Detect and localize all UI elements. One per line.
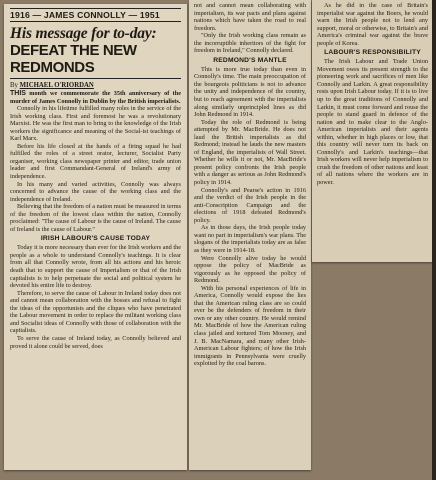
paragraph: Therefore, to serve the cause of Labour in Ireland today does not and cannot mean collaboration with the bosses and refusal to fight the ideas of the opportunists and the cliques who have penetrated the Labour movement in order to replace the militant working class and Socialist ideas of Connolly with those of collaboration with the capitalists. (10, 289, 181, 335)
anniversary-banner: 1916 — JAMES CONNOLLY — 1951 (10, 8, 181, 22)
paragraph: In his many and varied activities, Connolly was always concerned to advance the cause of the working class and the independence of Ireland. (10, 180, 181, 203)
paragraph: As he did in the case of Britain's imperialist war against the Boers, he would warn the Irish people not to lend any support, moral or otherwise, to Britain's and America's criminal war against the brave people of Korea. (317, 2, 428, 47)
kicker-headline: His message for to-day: (10, 25, 157, 42)
article-body-right (317, 2, 428, 187)
paragraph: With his personal experiences of life in America, Connolly would expose the lies that the American ruling class are so could ever be the defenders of freedom in their own or any other country. He would remind Mr. MacBride of how the American ruling class jailed and tortured Tom Mooney, and J. B. MacNamara, and many other Irish-American Labour fighters; of how the Irish immigrants in Pennsylvania were cruelly exploited by the coal barons. (194, 284, 306, 368)
subhead-redmonds-mantle: REDMOND'S MANTLE (213, 56, 287, 64)
byline-prefix: By (10, 82, 20, 89)
lead-paragraph (10, 90, 181, 105)
lead-cap: THIS (10, 90, 26, 97)
subhead-labours-responsibility: LABOUR'S RESPONSIBILITY (324, 49, 421, 57)
binder-edge (432, 0, 436, 480)
paragraph: To serve the cause of Ireland today, as Connolly believed and proved it alone could be served, does (10, 334, 181, 350)
paragraph: Were Connolly alive today he would oppose the policy of MacBride as vigorously as he opposed the policy of Redmond. (194, 254, 306, 285)
paragraph: This is more true today than even in Connolly's time. The main preoccupation of the bourgeois politicians is not to advance the unity and independence of the country, but to reach agreement with the imperialists along similarly unprincipled lines as did John Redmond in 1914. (194, 65, 306, 119)
clipping-middle-column (189, 0, 311, 470)
paragraph: Believing that the freedom of a nation must be measured in terms of the freedom of the lowest class within the nation, Connolly proclaimed: "The cause of Labour is the cause of Ireland. The cause of Ireland is the cause of Labour." (10, 203, 181, 233)
paragraph: not and cannot mean collaborating with imperialism, its war pacts and plans against nations which have taken the road to real freedom. (194, 2, 306, 32)
paragraph: Today it is more necessary than ever for the Irish workers and the people as a whole to understand Connolly's teachings. It is clear from all that Connolly wrote, from all his actions and his heroic death that to support the cause of Imperialism or that of the Irish capitalists is to help perpetuate the social and political system he devoted his entire life to destroy. (10, 244, 181, 290)
clipping-right-column (312, 0, 433, 262)
byline (10, 82, 181, 90)
subhead-labour-cause: IRISH LABOUR'S CAUSE TODAY (40, 235, 151, 243)
paragraph: Connolly in his lifetime fulfilled many roles in the service of the Irish working class. First and foremost he was a revolutionary Marxist. He was the first man to bring to the knowledge of the Irish workers the significance and meaning of the Social-ist teachings of Karl Marx. (10, 105, 181, 143)
clipping-left-column (4, 4, 187, 470)
author-name: MICHAEL O'RIORDAN (19, 82, 94, 89)
article-body-left (10, 90, 181, 350)
paragraph: As in those days, the Irish people today want no part in imperialism's war plans. The slogans of the imperialists today are as false as they were in 1914-18. (194, 224, 306, 254)
paragraph: Before his life closed at the hands of a firing squad he had fulfilled the roles of a street orator, lecturer, Socialist Party organiser, working class newspaper printer and editor, trade union leader and first Commandant-General of Ireland's army of independence. (10, 142, 181, 181)
paragraph: "Only the Irish working class remain as the incorruptible inheritors of the fight for freedom in Ireland," Connolly declared. (194, 32, 306, 55)
lead-text: month we commemorate the 35th anniversary of the murder of James Connolly in Dublin by the British imperialists. (10, 90, 181, 105)
paragraph: Today the role of Redmond is being attempted by Mr. MacBride. He does not laud the British imperialists as did Redmond; instead he lauds the new masters of England, the imperialists of Wall Street. Whether he wills it or not, Mr. MacBride's present policy confronts the Irish people with a danger as serious as John Redmond's policy in 1914. (194, 118, 306, 187)
paragraph: The Irish Labour and Trade Union Movement owes its present strength to the pioneering work and sacrifices of men like Connolly and Larkin. A great responsibility rests upon Irish Labour today. If it is to live up to the great traditions of Connolly and Larkin, it must come forward and rouse the people to stand guard in defence of the nation and to make clear to the Anglo-American imperialists and their agents within, whether in high places or low, that this country will never turn its back on Connolly's and Larkin's teachings—that Irish workers will never help imperialism to crush the freedom of other nations and least of all nations where the workers are in power. (317, 58, 428, 187)
paragraph: Connolly's and Pearse's action in 1916 and the verdict of the Irish people in the anti-Conscription Campaign and the elections of 1918 defeated Redmond's policy. (194, 186, 306, 224)
main-headline: DEFEAT THE NEW REDMONDS (10, 42, 181, 79)
article-body-middle (194, 2, 306, 368)
